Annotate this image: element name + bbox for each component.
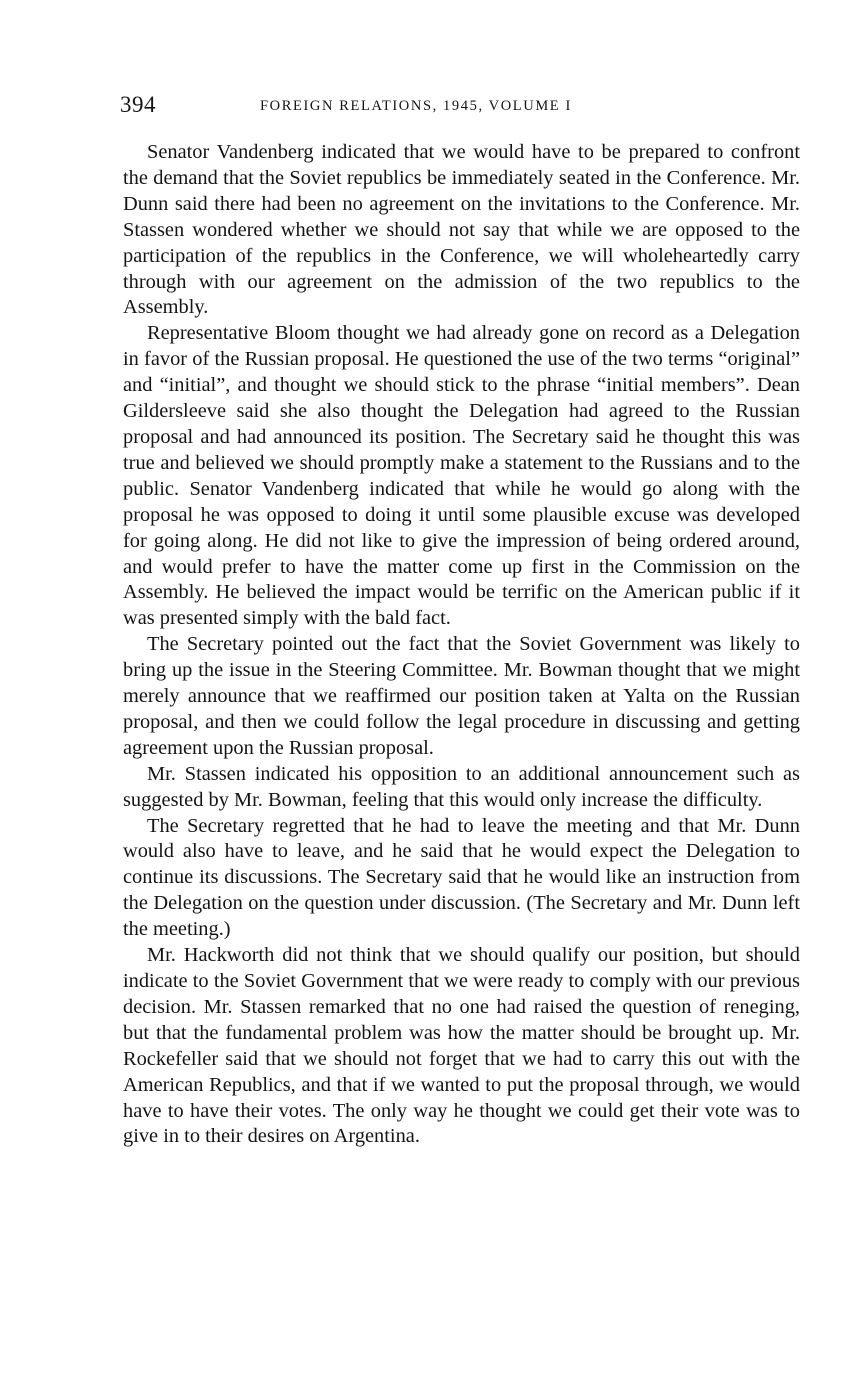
- page-header: [120, 92, 800, 126]
- paragraph-bloom-russian-proposal: Representative Bloom thought we had already gone on record as a Delegation in favor of the Russian proposal. He questioned the use of the two terms “original” and “initial”, and thought we should stick to the phrase “initial members”. Dean Gildersleeve said she also thought the Delegation had agreed to the Russian proposal and had announced its position. The Secretary said he thought this was true and believed we should promptly make a statement to the Russians and to the public. Senator Vandenberg indicated that while he would go along with the proposal he was opposed to doing it until some plausible excuse was developed for going along. He did not like to give the impression of being ordered around, and would prefer to have the matter come up first in the Commission on the Assembly. He believed the impact would be terrific on the American public if it was presented simply with the bald fact.: [123, 322, 800, 630]
- paragraph-hackworth-position: Mr. Hackworth did not think that we should qualify our position, but should indicate to the Soviet Government that we were ready to comply with our previous decision. Mr. Stassen remarked that no one had raised the question of reneging, but that the fundamental problem was how the matter should be brought up. Mr. Rockefeller said that we should not forget that we had to carry this out with the American Republics, and that if we wanted to put the proposal through, we would have to have their votes. The only way he thought we could get their vote was to give in to their desires on Argentina.: [123, 944, 800, 1148]
- running-head: FOREIGN RELATIONS, 1945, VOLUME I: [260, 98, 572, 114]
- body-text: [123, 140, 800, 1150]
- paragraph-secretary-leaves: The Secretary regretted that he had to leave the meeting and that Mr. Dunn would also have to leave, and he said that he would expect the Delegation to continue its discussions. The Secretary said that he would like an instruction from the Delegation on the question under discussion. (The Secretary and Mr. Dunn left the meeting.): [123, 814, 800, 941]
- paragraph-vandenberg-soviet-republics: Senator Vandenberg indicated that we would have to be prepared to confront the demand that the Soviet republics be immediately seated in the Conference. Mr. Dunn said there had been no agreement on the invitations to the Conference. Mr. Stassen wondered whether we should not say that while we are opposed to the participation of the republics in the Conference, we will wholeheartedly carry through with our agreement on the admission of the two republics to the Assembly.: [123, 141, 800, 319]
- page-number: 394: [120, 92, 156, 117]
- paragraph-secretary-steering-committee: The Secretary pointed out the fact that the Soviet Government was likely to bring up the issue in the Steering Committee. Mr. Bowman thought that we might merely announce that we reaffirmed our position taken at Yalta on the Russian proposal, and then we could follow the legal procedure in discussing and getting agreement upon the Russian proposal.: [123, 633, 800, 759]
- paragraph-stassen-opposition: Mr. Stassen indicated his opposition to an additional announcement such as suggested by Mr. Bowman, feeling that this would only increase the difficulty.: [123, 762, 800, 811]
